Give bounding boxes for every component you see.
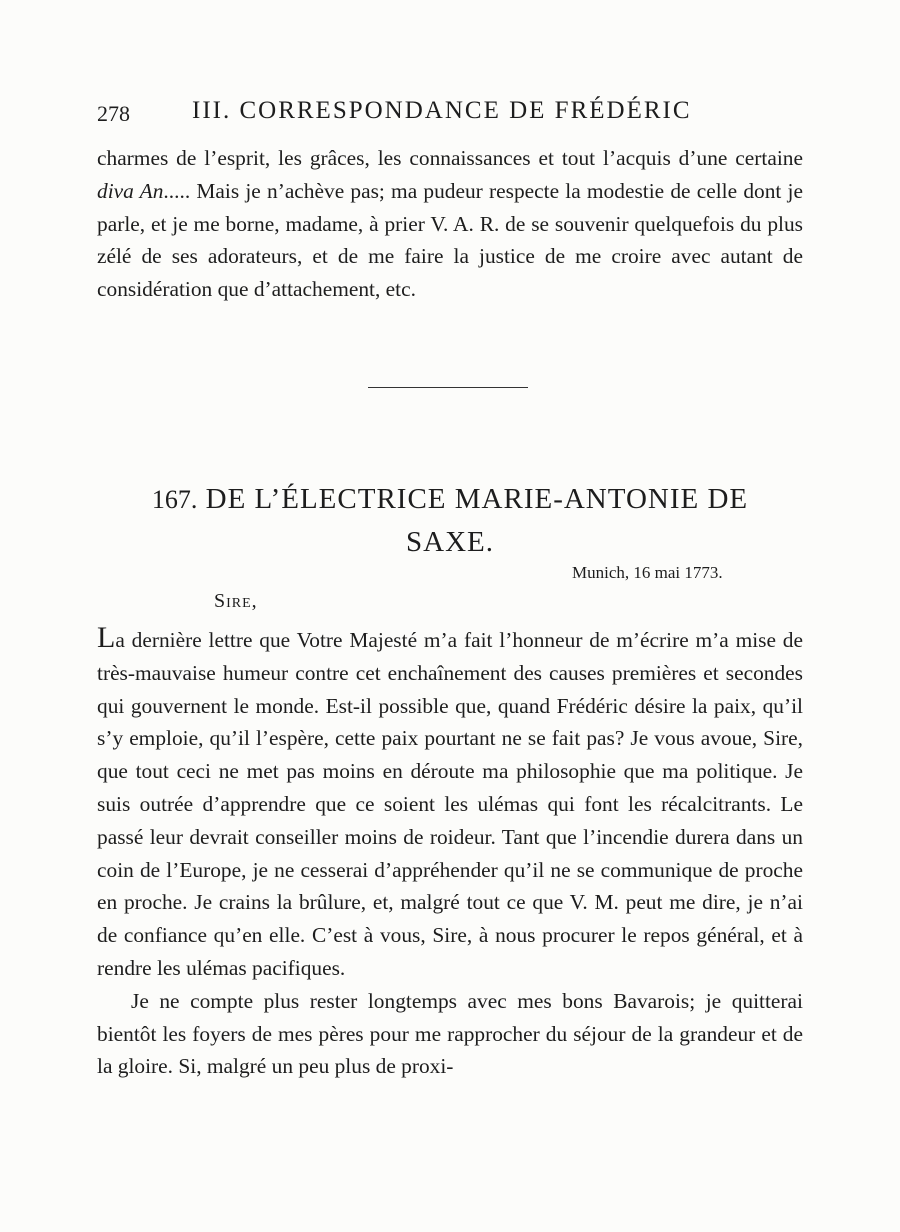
text-span: charmes de l’esprit, les grâces, les connaissances et tout l’acquis d’une certaine <box>97 146 803 170</box>
paragraph-text: a dernière lettre que Votre Majesté m’a fait l’honneur de m’écrire m’a mise de très-mauvaise humeur contre cet enchaînement des causes premières et secondes qui gouvernent le monde. Est-il possible que, quand Frédéric désire la paix, qu’il s’y emploie, qu’il l’espère, cette paix pourtant ne se fait pas? Je vous avoue, Sire, que tout ceci ne met pas moins en déroute ma philosophie que ma politique. Je suis outrée d’apprendre que ce soient les ulémas qui font les récalcitrants. Le passé leur devrait conseiller moins de roideur. Tant que l’incendie durera dans un coin de l’Europe, je ne cesserai d’appréhender qu’il ne se communique de proche en proche. Je crains la brûlure, et, malgré tout ce que V. M. peut me dire, je n’ai de confiance qu’en elle. C’est à vous, Sire, à nous procurer le repos général, et à rendre les ulémas pacifiques. <box>97 628 803 980</box>
continued-letter-text <box>97 142 803 306</box>
continued-paragraph <box>97 142 803 306</box>
running-head <box>97 97 737 137</box>
letter-body <box>97 621 803 1083</box>
paragraph <box>97 621 803 985</box>
letter-number: 167. <box>151 485 198 514</box>
page-number: 278 <box>97 101 130 126</box>
salutation: Sire, <box>214 590 258 612</box>
section-divider <box>368 387 528 388</box>
dateline: Munich, 16 mai 1773. <box>572 563 723 582</box>
text-span: ..... Mais je n’achève pas; ma pudeur respecte la modestie de celle dont je parle, et je me borne, madame, à prier V. A. R. de se souvenir quelquefois du plus zélé de ses adorateurs, et de me faire la justice de me croire avec autant de considération que d’attachement, etc. <box>97 178 803 302</box>
initial-letter: L <box>97 621 116 654</box>
letter-heading <box>130 478 770 563</box>
paragraph: Je ne compte plus rester longtemps avec mes bons Bavarois; je quitterai bientôt les foyers de mes pères pour me rapprocher du séjour de la grandeur et de la gloire. Si, malgré un peu plus de proxi- <box>97 988 803 1079</box>
running-title: III. CORRESPONDANCE DE FRÉDÉRIC <box>192 97 692 124</box>
letter-title: DE L’ÉLECTRICE MARIE-ANTONIE DE SAXE. <box>205 483 749 558</box>
italic-phrase: diva An <box>97 178 164 203</box>
